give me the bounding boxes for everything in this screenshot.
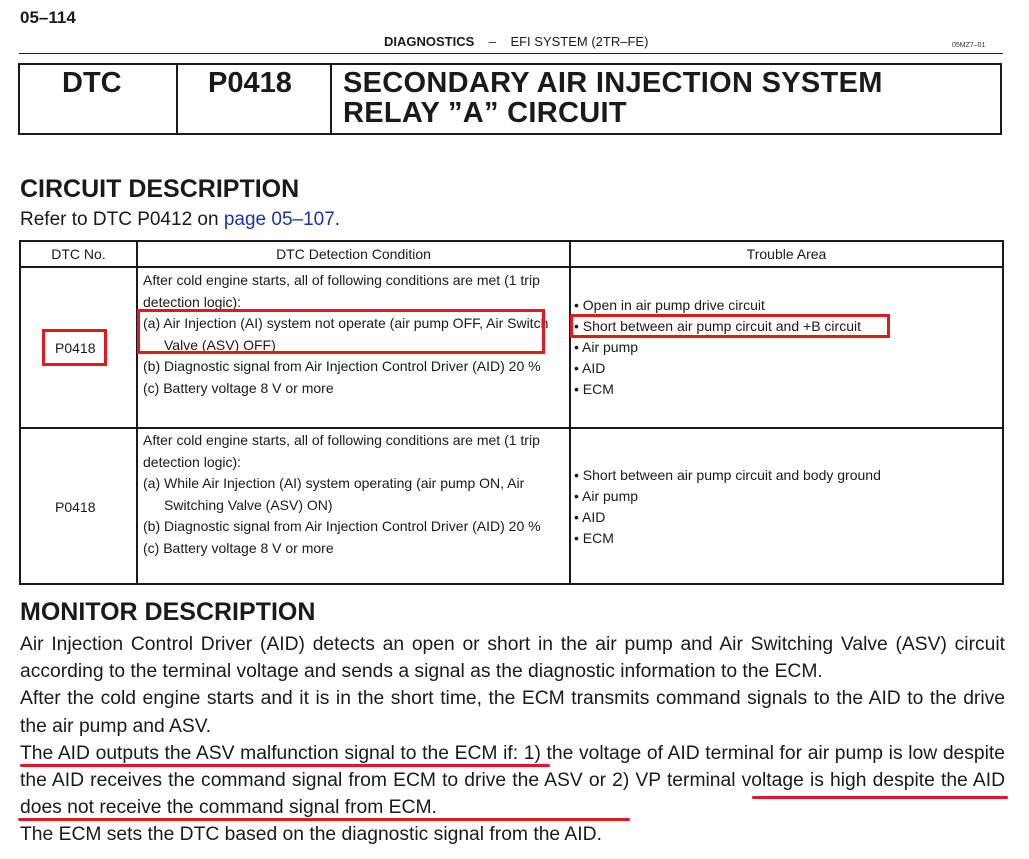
column-header-dtc-no: DTC No. — [51, 246, 106, 262]
underline-annotation — [20, 764, 550, 767]
condition-text: (a) While Air Injection (AI) system operating (air pump ON, Air Switching Valve (ASV) ON) — [143, 475, 525, 513]
paragraph: After the cold engine starts and it is in the short time, the ECM transmits command signals to the AID to the drive the air pump and ASV. — [20, 688, 1005, 737]
monitor-description-heading: MONITOR DESCRIPTION — [20, 598, 316, 626]
trouble-item: • Air pump — [574, 488, 639, 504]
trouble-item: • Short between air pump circuit and +B circuit — [574, 318, 861, 334]
title-dtc-code: P0418 — [208, 67, 292, 99]
refer-text — [20, 209, 340, 231]
column-header-trouble-area: Trouble Area — [746, 246, 827, 262]
condition-text: (b) Diagnostic signal from Air Injection Control Driver (AID) 20 % — [143, 518, 541, 534]
condition-text: (b) Diagnostic signal from Air Injection Control Driver (AID) 20 % — [143, 358, 541, 374]
table-divider — [21, 266, 1002, 268]
circuit-description-heading: CIRCUIT DESCRIPTION — [20, 175, 300, 203]
trouble-item: • ECM — [574, 530, 614, 546]
header-system: EFI SYSTEM (2TR–FE) — [510, 34, 649, 49]
page-reference-link[interactable]: page 05–107 — [223, 209, 335, 230]
condition-text: After cold engine starts, all of following conditions are met (1 trip detection logic): — [143, 272, 540, 310]
title-label-cell — [20, 65, 178, 133]
dtc-title — [343, 68, 883, 128]
header-rule — [19, 53, 1003, 54]
dtc-title-line-1: SECONDARY AIR INJECTION SYSTEM — [343, 67, 883, 99]
running-header — [384, 34, 648, 49]
table-divider — [21, 427, 1002, 429]
trouble-item: • AID — [574, 360, 606, 376]
dtc-title-line-2: RELAY ”A” CIRCUIT — [343, 97, 627, 129]
condition-text: (a) Air Injection (AI) system not operate (air pump OFF, Air Switch Valve (ASV) OFF) — [143, 315, 549, 353]
header-dash: – — [488, 34, 496, 49]
page-number: 05–114 — [20, 8, 76, 27]
condition-text: (c) Battery voltage 8 V or more — [143, 539, 334, 556]
highlight-box-condition — [137, 309, 545, 354]
trouble-item: • Short between air pump circuit and body ground — [574, 467, 881, 483]
row-2-trouble-area — [574, 465, 994, 549]
monitor-description-body — [20, 631, 1005, 849]
refer-suffix: . — [334, 209, 341, 230]
title-label: DTC — [62, 67, 122, 99]
row-2-conditions — [143, 430, 561, 559]
title-text-cell — [330, 65, 1000, 133]
header-section: DIAGNOSTICS — [384, 34, 475, 49]
dtc-title-box — [18, 63, 1002, 135]
paragraph: The ECM sets the DTC based on the diagnostic signal from the AID. — [20, 824, 602, 846]
condition-text: (c) Battery voltage 8 V or more — [143, 379, 334, 396]
trouble-item: • Open in air pump drive circuit — [574, 297, 765, 313]
row-2-dtc-code: P0418 — [55, 499, 96, 515]
row-1-dtc-code: P0418 — [55, 340, 96, 356]
underline-annotation — [752, 796, 1008, 799]
highlight-box-dtc-code — [42, 329, 107, 366]
refer-prefix: Refer to DTC P0412 on — [20, 209, 224, 230]
document-code: 05MZ7–01 — [952, 42, 986, 49]
paragraph: The AID outputs the ASV malfunction signal to the ECM if: 1) the voltage of AID terminal for air pump is low despite the AID receives the command signal from ECM to drive the ASV or 2) VP terminal voltage is high despite the AID does not receive the command signal from ECM. — [20, 742, 1005, 819]
paragraph: Air Injection Control Driver (AID) detects an open or short in the air pump and Air Switching Valve (ASV) circuit according to the terminal voltage and sends a signal as the diagnostic information to the ECM. — [20, 634, 1005, 683]
title-code-cell — [176, 65, 332, 133]
underline-annotation — [18, 818, 630, 821]
dtc-table — [19, 240, 1004, 585]
column-header-condition: DTC Detection Condition — [276, 246, 431, 262]
trouble-item: • Air pump — [574, 339, 639, 355]
table-divider — [569, 242, 571, 583]
trouble-item: • ECM — [574, 381, 614, 397]
table-divider — [136, 242, 138, 583]
row-1-trouble-area — [574, 295, 994, 400]
highlight-box-trouble — [570, 314, 890, 338]
trouble-item: • AID — [574, 509, 606, 525]
condition-text: After cold engine starts, all of following conditions are met (1 trip detection logic): — [143, 432, 540, 470]
